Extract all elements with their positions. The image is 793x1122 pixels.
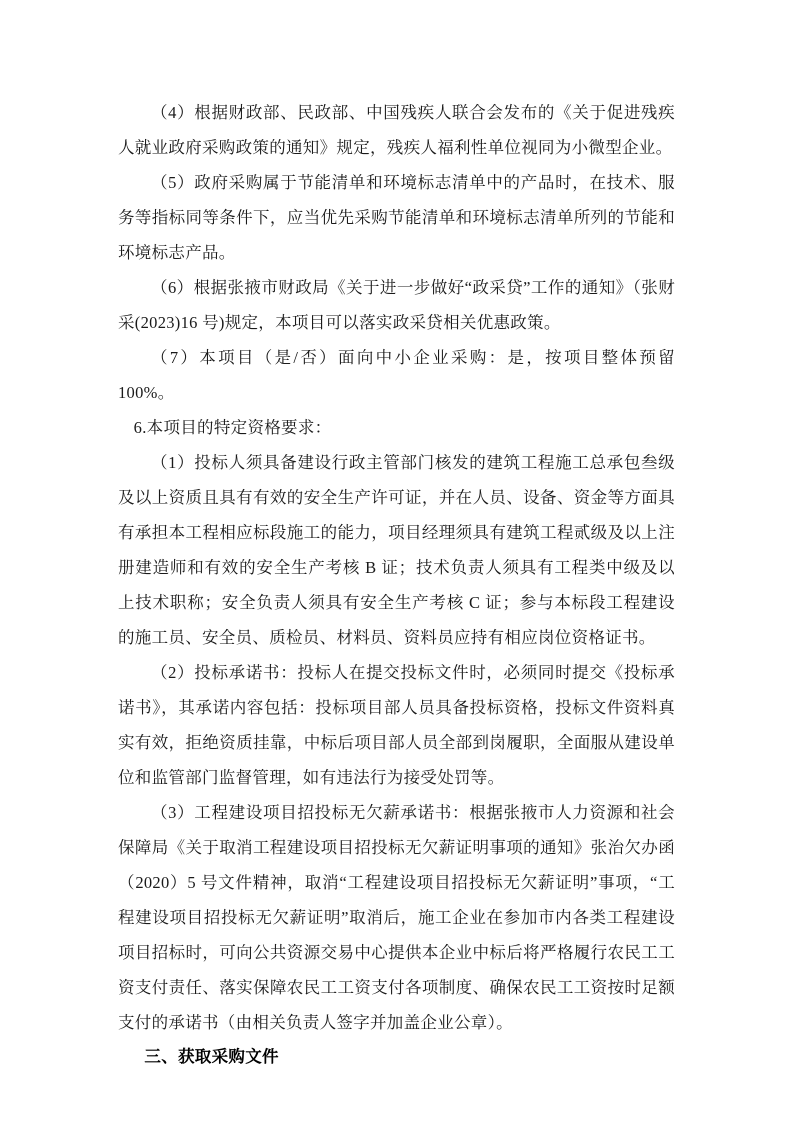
paragraph: （4）根据财政部、民政部、中国残疾人联合会发布的《关于促进残疾人就业政府采购政策的通知》规定，残疾人福利性单位视同为小微型企业。 — [118, 103, 675, 157]
paragraph: （7）本项目（是/否）面向中小企业采购：是，按项目整体预留 100%。 — [118, 348, 675, 402]
paragraph: 6.本项目的特定资格要求： — [133, 418, 332, 437]
paragraph: （3）工程建设项目招投标无欠薪承诺书：根据张掖市人力资源和社会保障局《关于取消工程建设项目招投标无欠薪证明事项的通知》张治欠办函（2020）5 号文件精神，取消“工程建设项目招投标无欠薪证明”事项，“工程建设项目招投标无欠薪证明”取消后，施工企业在参加市内各类工程建设项目招标时，可向公共资源交易中心提供本企业中标后将严格履行农民工工资支付责任、落实保障农民工工资支付各项制度、确保农民工工资按时足额支付的承诺书（由相关负责人签字并加盖企业公章）。 — [118, 803, 675, 1032]
paragraph: （1）投标人须具备建设行政主管部门核发的建筑工程施工总承包叁级及以上资质且具有有效的安全生产许可证，并在人员、设备、资金等方面具有承担本工程相应标段施工的能力，项目经理须具有建筑工程贰级及以上注册建造师和有效的安全生产考核 B 证；技术负责人须具有工程类中级及以上技术职称；安全负责人须具有安全生产考核 C 证；参与本标段工程建设的施工员、安全员、质检员、材料员、资料员应持有相应岗位资格证书。 — [118, 453, 675, 647]
section-heading: 三、获取采购文件 — [144, 1048, 279, 1066]
paragraph: （5）政府采购属于节能清单和环境标志清单中的产品时，在技术、服务等指标同等条件下，应当优先采购节能清单和环境标志清单所列的节能和环境标志产品。 — [118, 173, 675, 262]
document-body — [118, 95, 675, 1075]
paragraph: （6）根据张掖市财政局《关于进一步做好“政采贷”工作的通知》（张财采(2023)16 号)规定，本项目可以落实政采贷相关优惠政策。 — [118, 278, 675, 332]
paragraph: （2）投标承诺书：投标人在提交投标文件时，必须同时提交《投标承诺书》，其承诺内容包括：投标项目部人员具备投标资格，投标文件资料真实有效，拒绝资质挂靠，中标后项目部人员全部到岗履职，全面服从建设单位和监管部门监督管理，如有违法行为接受处罚等。 — [118, 663, 675, 787]
